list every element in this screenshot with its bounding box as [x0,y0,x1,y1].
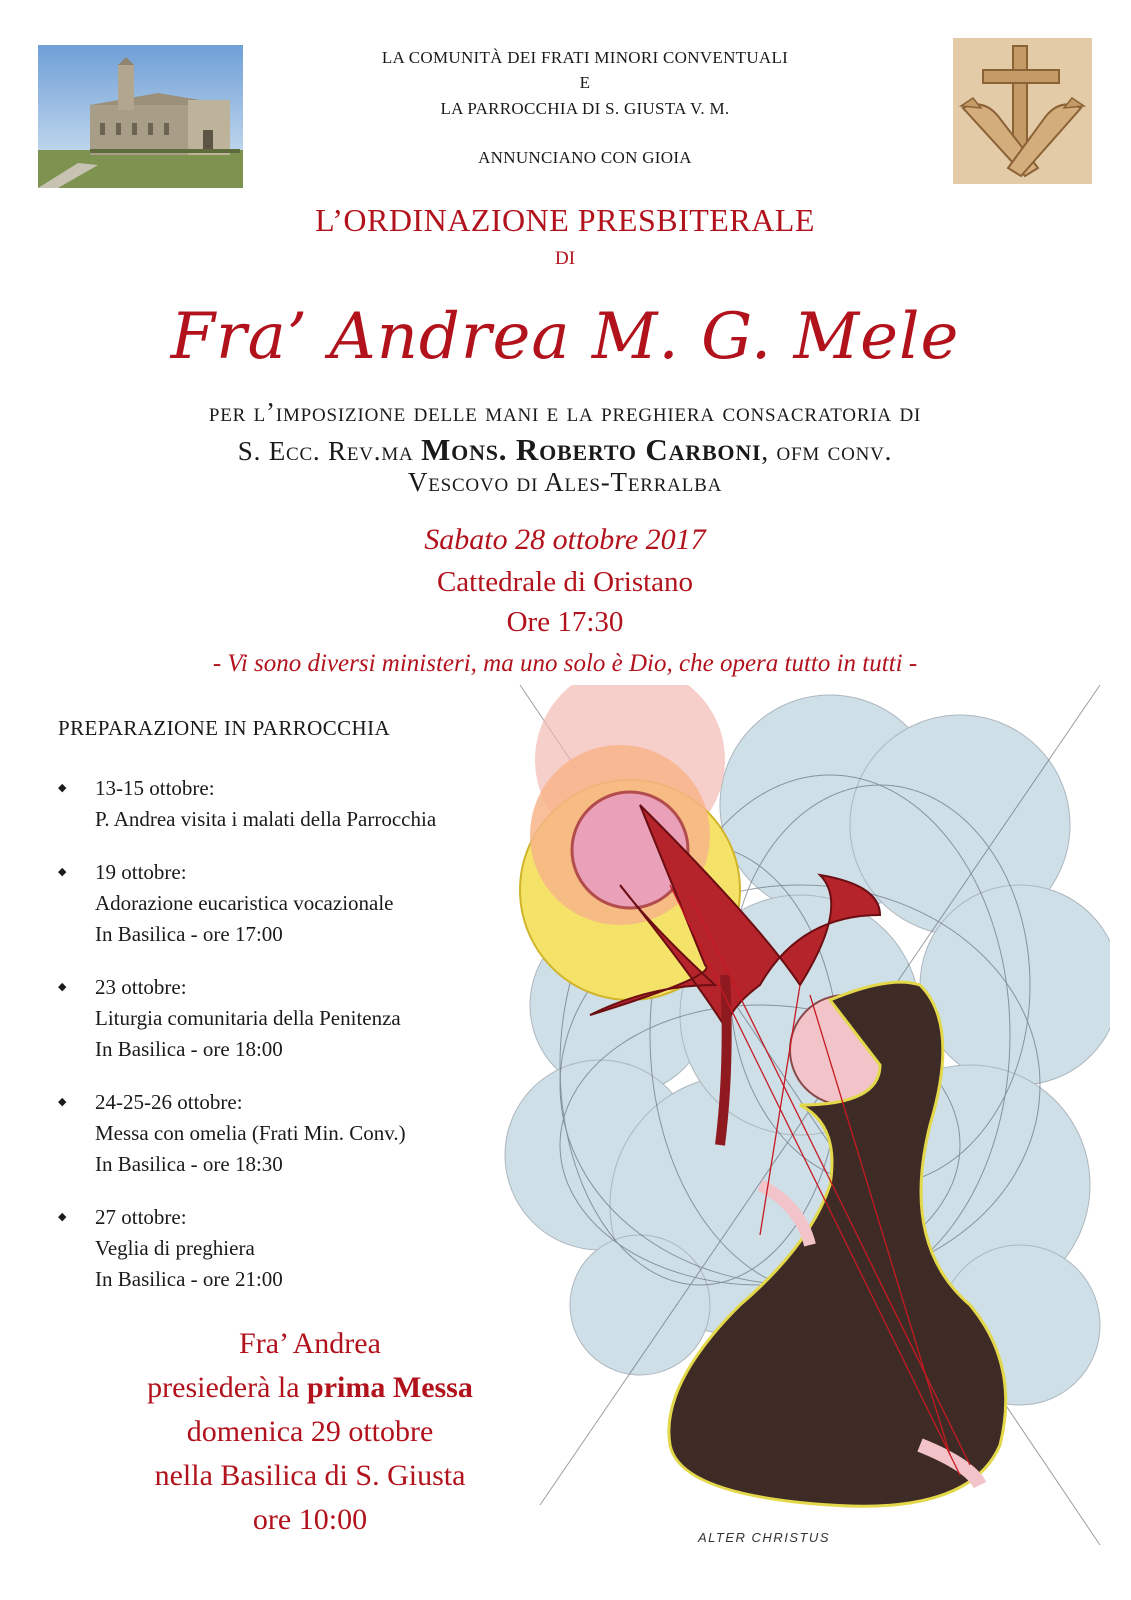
bullet-icon: ◆ [58,981,67,993]
event-date: Sabato 28 ottobre 2017 [424,523,706,556]
first-mass-name: Fra’ Andrea [239,1327,381,1360]
preparation-item-line1: Liturgia comunitaria della Penitenza [95,1006,401,1030]
preparation-item-line1: Adorazione eucaristica vocazionale [95,891,394,915]
first-mass-date: domenica 29 ottobre [186,1415,434,1448]
ordination-title: L’ORDINAZIONE PRESBITERALE [315,202,815,238]
first-mass-preside-text: presiederà la [147,1371,308,1404]
bullet-icon: ◆ [58,782,67,794]
alter-christus-artwork [500,685,1110,1575]
first-mass-emphasis: prima Messa [307,1371,473,1404]
preparation-item-line2: In Basilica - ore 18:30 [95,1152,283,1176]
preparation-item-date: 19 ottobre: [95,860,187,884]
event-time: Ore 17:30 [506,606,624,638]
ordination-di: DI [554,248,576,269]
preparation-item-date: 27 ottobre: [95,1205,187,1229]
preparation-item [58,773,436,835]
bishop-line-diocese: Vescovo di Ales-Terralba [407,467,723,497]
preparation-item-line2: In Basilica - ore 18:00 [95,1037,283,1061]
bishop-name: Mons. Roberto Carboni [421,432,762,467]
preparation-item [58,1202,283,1295]
bishop-line-imposition: per l’imposizione delle mani e la preghiera consacratoria di [208,397,922,427]
preparation-item [58,972,401,1065]
preparation-item-line1: P. Andrea visita i malati della Parrocchia [95,807,437,831]
event-place: Cattedrale di Oristano [436,566,694,598]
preparation-title: PREPARAZIONE IN PARROCCHIA [58,716,391,740]
preparation-item [58,857,394,950]
preparation-item-line1: Messa con omelia (Frati Min. Conv.) [95,1121,406,1145]
header-line-parish: LA PARROCCHIA DI S. GIUSTA V. M. [440,99,730,118]
preparation-item-line2: In Basilica - ore 17:00 [95,922,283,946]
bishop-line-name [80,432,1050,468]
header-line-and: E [579,73,591,92]
first-mass-place: nella Basilica di S. Giusta [154,1459,466,1492]
first-mass-preside [60,1366,560,1410]
bishop-title: S. Ecc. Rev.ma [237,436,422,466]
artwork-caption: ALTER CHRISTUS [698,1530,830,1545]
preparation-item-date: 23 ottobre: [95,975,187,999]
preparation-item-date: 24-25-26 ottobre: [95,1090,243,1114]
bullet-icon: ◆ [58,1096,67,1108]
header-line-community: LA COMUNITÀ DEI FRATI MINORI CONVENTUALI [381,48,789,67]
bullet-icon: ◆ [58,866,67,878]
event-quote: - Vi sono diversi ministeri, ma uno solo è Dio, che opera tutto in tutti - [212,650,918,677]
preparation-item-line2: In Basilica - ore 21:00 [95,1267,283,1291]
header-line-announce: ANNUNCIANO CON GIOIA [478,148,692,167]
first-mass-time: ore 10:00 [252,1503,368,1536]
bullet-icon: ◆ [58,1211,67,1223]
preparation-item-date: 13-15 ottobre: [95,776,215,800]
church-photo [38,45,243,188]
preparation-item-line1: Veglia di preghiera [95,1236,255,1260]
bishop-order: , ofm conv. [761,436,893,466]
cross-relief-image [953,38,1092,184]
preparation-item [58,1087,406,1180]
ordinand-name: Fra’ Andrea M. G. Mele [170,300,960,374]
